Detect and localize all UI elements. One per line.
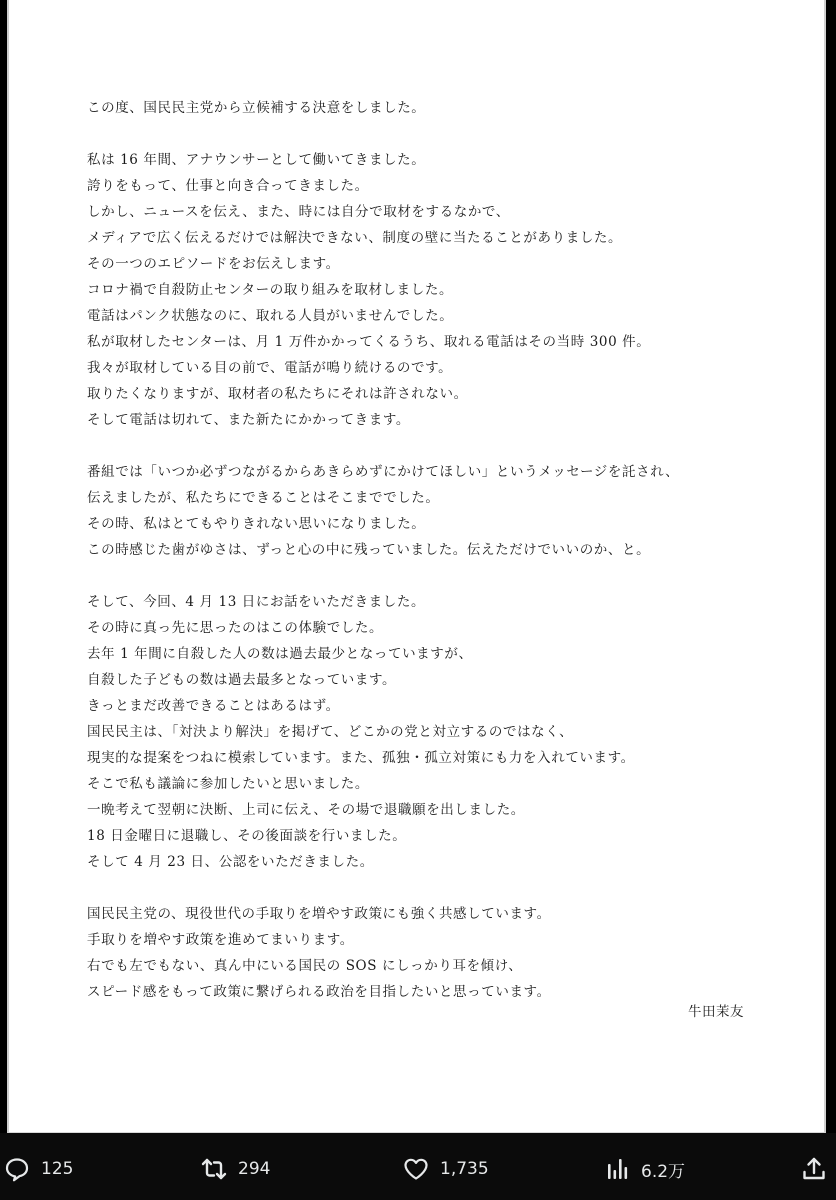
- retweet-icon: [200, 1155, 228, 1183]
- text-line: そして電話は切れて、また新たにかかってきます。: [87, 412, 410, 428]
- text-line: そして、今回、4 月 13 日にお話をいただきました。: [87, 594, 426, 610]
- text-line: 現実的な提案をつねに模索しています。また、孤独・孤立対策にも力を入れています。: [87, 750, 635, 766]
- reply-button[interactable]: [3, 1155, 73, 1183]
- text-line: その時に真っ先に思ったのはこの体験でした。: [87, 620, 384, 636]
- share-icon: [800, 1155, 828, 1183]
- text-line: 手取りを増やす政策を進めてまいります。: [87, 932, 354, 948]
- statement-text: [87, 95, 767, 1005]
- text-line: きっとまだ改善できることはあるはず。: [87, 698, 340, 714]
- text-line: 電話はパンク状態なのに、取れる人員がいませんでした。: [87, 308, 454, 324]
- text-line: 伝えましたが、私たちにできることはそこまででした。: [87, 490, 440, 506]
- share-button[interactable]: [800, 1155, 828, 1183]
- paragraph-gap: [87, 433, 767, 459]
- reply-count: 125: [41, 1159, 74, 1179]
- text-line: スピード感をもって政策に繋げられる政治を目指したいと思っています。: [87, 984, 551, 1000]
- text-line: 誇りをもって、仕事と向き合ってきました。: [87, 178, 369, 194]
- retweet-button[interactable]: [200, 1155, 270, 1183]
- text-line: その時、私はとてもやりきれない思いになりました。: [87, 516, 426, 532]
- text-line: メディアで広く伝えるだけでは解決できない、制度の壁に当たることがありました。: [87, 230, 623, 246]
- document-image[interactable]: [7, 0, 826, 1133]
- text-line: この度、国民民主党から立候補する決意をしました。: [87, 100, 426, 116]
- text-line: この時感じた歯がゆさは、ずっと心の中に残っていました。伝えただけでいいのか、と。: [87, 542, 651, 558]
- text-line: コロナ禍で自殺防止センターの取り組みを取材しました。: [87, 282, 454, 298]
- retweet-count: 294: [238, 1159, 271, 1179]
- views-count: 6.2万: [641, 1161, 686, 1182]
- text-line: 取りたくなりますが、取材者の私たちにそれは許されない。: [87, 386, 468, 402]
- text-line: 私が取材したセンターは、月 1 万件かかってくるうち、取れる電話はその当時 300 件。: [87, 334, 651, 350]
- text-line: そして 4 月 23 日、公認をいただきました。: [87, 854, 374, 870]
- post-action-bar: [0, 1133, 836, 1200]
- views-button[interactable]: [603, 1155, 685, 1183]
- text-line: 国民民主党の、現役世代の手取りを増やす政策にも強く共感しています。: [87, 906, 551, 922]
- heart-icon: [402, 1155, 430, 1183]
- text-line: 自殺した子どもの数は過去最多となっています。: [87, 672, 397, 688]
- reply-icon: [3, 1155, 31, 1183]
- text-line: しかし、ニュースを伝え、また、時には自分で取材をするなかで、: [87, 204, 510, 220]
- text-line: その一つのエピソードをお伝えします。: [87, 256, 340, 272]
- signature: 牛田茉友: [688, 1004, 744, 1020]
- like-button[interactable]: [402, 1155, 489, 1183]
- text-line: 右でも左でもない、真ん中にいる国民の SOS にしっかり耳を傾け、: [87, 958, 523, 974]
- text-line: 18 日金曜日に退職し、その後面談を行いました。: [87, 828, 407, 844]
- text-line: そこで私も議論に参加したいと思いました。: [87, 776, 369, 792]
- paragraph-gap: [87, 875, 767, 901]
- text-line: 我々が取材している目の前で、電話が鳴り続けるのです。: [87, 360, 453, 376]
- paragraph-gap: [87, 121, 767, 147]
- paragraph-gap: [87, 563, 767, 589]
- text-line: 国民民主は、「対決より解決」を掲げて、どこかの党と対立するのではなく、: [87, 724, 574, 740]
- text-line: 私は 16 年間、アナウンサーとして働いてきました。: [87, 152, 426, 168]
- bar-chart-icon: [603, 1155, 631, 1183]
- text-line: 番組では「いつか必ずつながるからあきらめずにかけてほしい」というメッセージを託され、: [87, 464, 680, 480]
- like-count: 1,735: [440, 1159, 489, 1179]
- text-line: 一晩考えて翌朝に決断、上司に伝え、その場で退職願を出しました。: [87, 802, 525, 818]
- text-line: 去年 1 年間に自殺した人の数は過去最少となっていますが、: [87, 646, 473, 662]
